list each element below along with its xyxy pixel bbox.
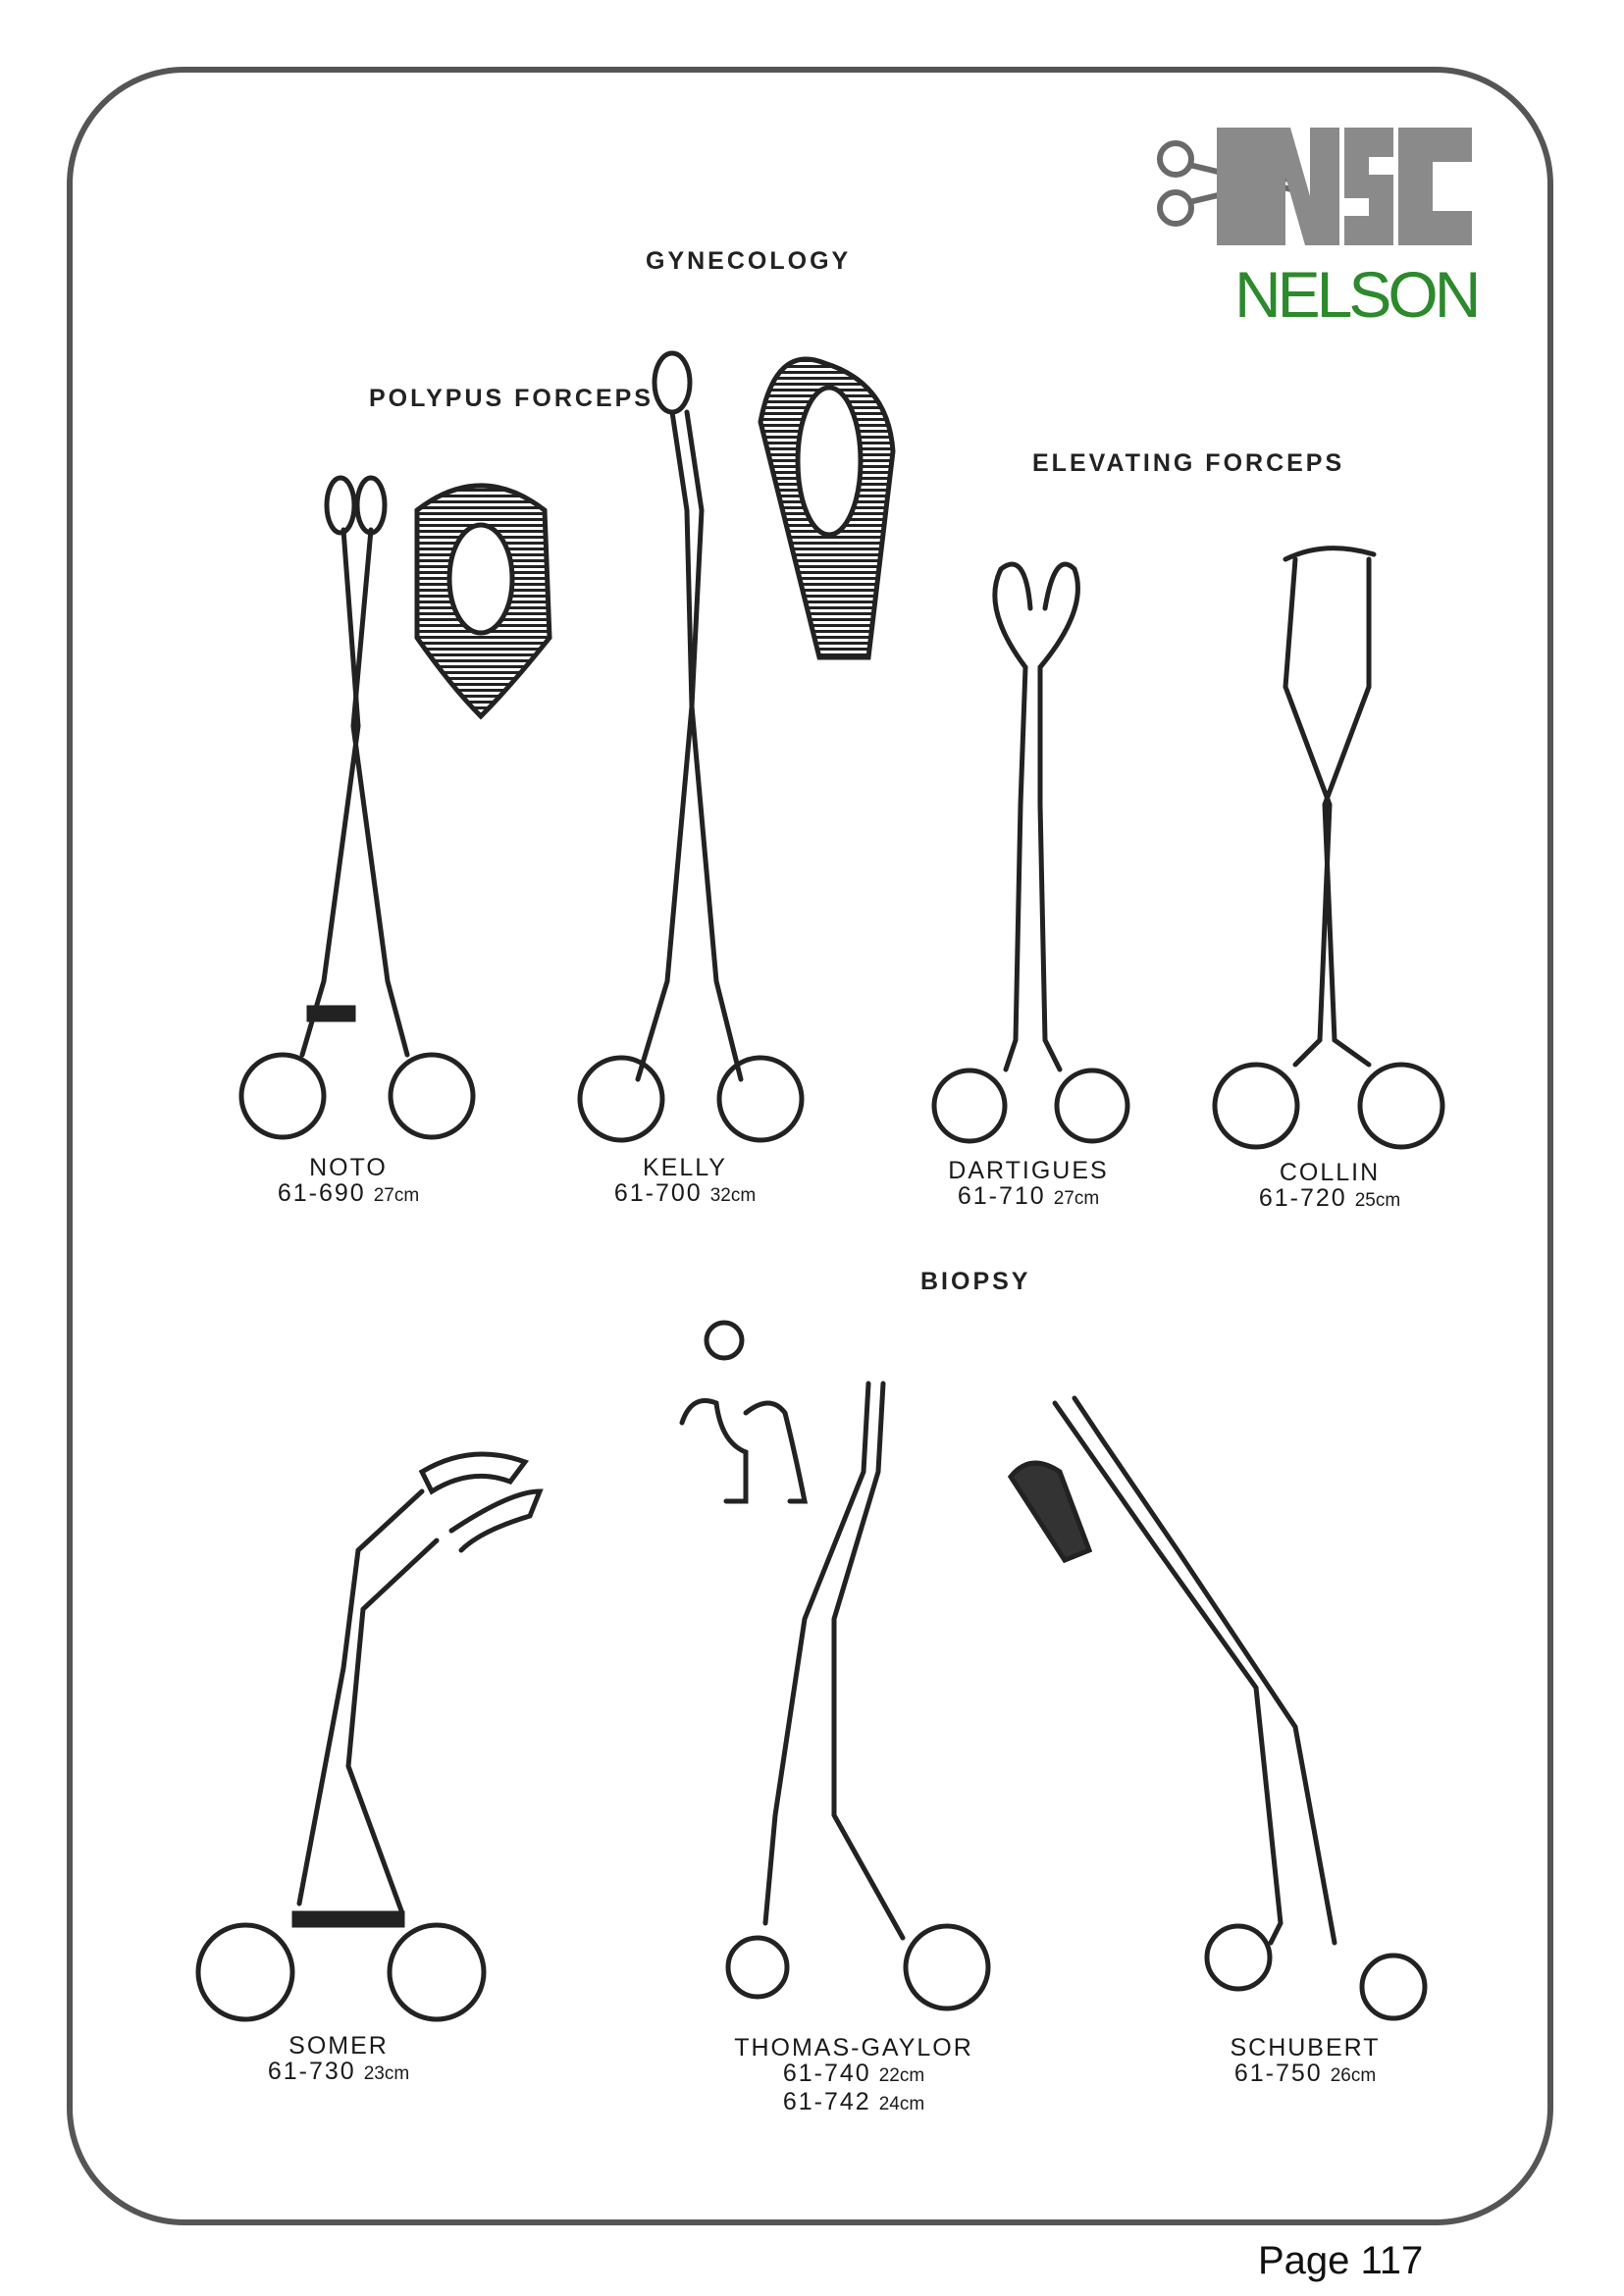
instrument-label-schubert [1182, 2035, 1428, 2089]
instrument-size: 27cm [1053, 1188, 1100, 1209]
category-heading: GYNECOLOGY [646, 247, 852, 275]
catalog-code: 61-730 [267, 2058, 356, 2085]
instrument-label-kelly [562, 1155, 808, 1209]
catalog-entry [226, 1180, 471, 1209]
catalog-code: 61-710 [957, 1182, 1046, 1210]
instrument-name: NOTO [309, 1154, 388, 1181]
kelly-jaw-detail [760, 359, 893, 657]
instrument-name: THOMAS-GAYLOR [734, 2034, 973, 2061]
catalog-entry [216, 2059, 461, 2087]
dartigues-forceps-drawing [934, 564, 1127, 1141]
instrument-label-noto [226, 1155, 471, 1209]
catalog-code: 61-690 [277, 1179, 366, 1207]
catalog-code: 61-740 [782, 2060, 871, 2087]
instrument-label-dartigues [906, 1158, 1151, 1212]
page-number: Page 117 [1258, 2239, 1424, 2282]
instrument-label-somer [216, 2033, 461, 2087]
instrument-name: SCHUBERT [1230, 2034, 1381, 2061]
instrument-size: 24cm [878, 2094, 925, 2114]
catalog-code: 61-742 [782, 2088, 871, 2115]
instrument-name: COLLIN [1279, 1159, 1381, 1186]
instrument-name: KELLY [643, 1154, 727, 1181]
elevating-heading: ELEVATING FORCEPS [1032, 449, 1345, 477]
catalog-entry [716, 2061, 991, 2089]
instrument-size: 23cm [363, 2063, 410, 2084]
schubert-drawing [1011, 1398, 1425, 2018]
instrument-name: DARTIGUES [948, 1157, 1109, 1184]
catalog-entry [562, 1180, 808, 1209]
polypus-heading: POLYPUS FORCEPS [369, 385, 654, 412]
instrument-label-thomas-gaylor [716, 2035, 991, 2117]
noto-jaw-detail [417, 486, 550, 716]
catalog-code: 61-720 [1258, 1184, 1347, 1212]
catalog-entry [1207, 1185, 1452, 1214]
catalog-entry [906, 1183, 1151, 1212]
catalog-entry [1182, 2061, 1428, 2089]
instrument-size: 32cm [709, 1185, 757, 1206]
catalog-entry [716, 2089, 991, 2117]
instrument-size: 22cm [878, 2065, 925, 2086]
thomas-gaylor-drawing [682, 1323, 988, 2009]
catalog-code: 61-700 [613, 1179, 703, 1207]
instrument-name: SOMER [288, 2032, 389, 2060]
instrument-size: 27cm [373, 1185, 420, 1206]
catalog-code: 61-750 [1233, 2060, 1323, 2087]
biopsy-heading: BIOPSY [920, 1268, 1031, 1295]
instrument-size: 26cm [1330, 2065, 1377, 2086]
instrument-size: 25cm [1354, 1190, 1401, 1211]
kelly-forceps-drawing [580, 353, 802, 1140]
brand-name: NELSON [1234, 258, 1478, 331]
instrument-label-collin [1207, 1160, 1452, 1214]
collin-forceps-drawing [1215, 548, 1442, 1147]
somer-forceps-drawing [198, 1454, 540, 2019]
